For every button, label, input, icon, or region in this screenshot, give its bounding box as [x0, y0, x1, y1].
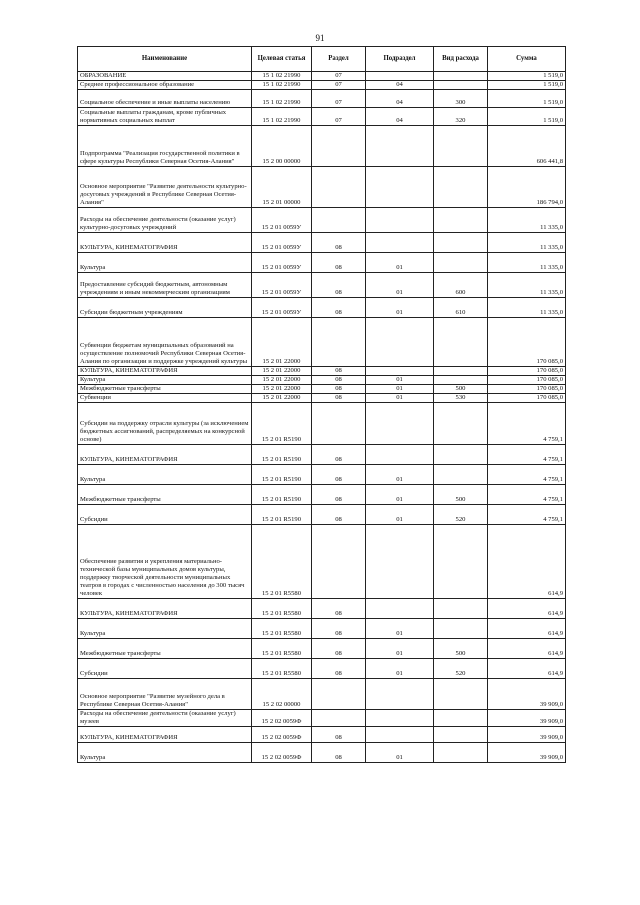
row-expense: 520 [434, 505, 488, 525]
row-subsection: 01 [366, 619, 434, 639]
row-code: 15 2 01 0059У [252, 208, 312, 233]
row-code: 15 2 02 00000 [252, 679, 312, 710]
row-section: 07 [312, 108, 366, 126]
row-code: 15 2 01 R5190 [252, 445, 312, 465]
row-expense [434, 208, 488, 233]
row-sum: 11 335,0 [488, 233, 566, 253]
table-row [78, 233, 566, 253]
row-expense [434, 253, 488, 273]
row-sum: 606 441,8 [488, 126, 566, 167]
row-expense [434, 81, 488, 90]
row-name: Основное мероприятие "Развитие деятельности культурно-досуговых учреждений в Республике Северная Осетия-Алания" [78, 167, 252, 208]
row-subsection: 04 [366, 108, 434, 126]
row-code: 15 1 02 21990 [252, 72, 312, 81]
row-subsection: 01 [366, 376, 434, 385]
row-code: 15 2 01 R5190 [252, 465, 312, 485]
row-name: ОБРАЗОВАНИЕ [78, 72, 252, 81]
row-sum: 170 085,0 [488, 394, 566, 403]
row-subsection: 01 [366, 273, 434, 298]
row-code: 15 1 02 21990 [252, 90, 312, 108]
row-code: 15 2 01 0059У [252, 298, 312, 318]
row-sum: 614,9 [488, 599, 566, 619]
page-number: 91 [315, 33, 325, 43]
row-name: КУЛЬТУРА, КИНЕМАТОГРАФИЯ [78, 599, 252, 619]
row-name: Культура [78, 465, 252, 485]
table-row [78, 619, 566, 639]
row-expense: 500 [434, 639, 488, 659]
row-sum: 11 335,0 [488, 253, 566, 273]
row-expense [434, 465, 488, 485]
row-name: КУЛЬТУРА, КИНЕМАТОГРАФИЯ [78, 233, 252, 253]
row-name: Расходы на обеспечение деятельности (оказание услуг) музеев [78, 710, 252, 727]
row-section: 08 [312, 445, 366, 465]
row-subsection: 04 [366, 81, 434, 90]
row-name: Межбюджетные трансферты [78, 639, 252, 659]
table-row [78, 394, 566, 403]
row-sum: 11 335,0 [488, 208, 566, 233]
row-expense: 600 [434, 273, 488, 298]
row-subsection [366, 710, 434, 727]
row-subsection: 01 [366, 659, 434, 679]
row-sum: 11 335,0 [488, 273, 566, 298]
table-row [78, 639, 566, 659]
row-section: 08 [312, 465, 366, 485]
row-code: 15 1 02 21990 [252, 81, 312, 90]
row-subsection: 04 [366, 90, 434, 108]
row-name: Субвенции бюджетам муниципальных образований на осуществление полномочий Республики Северная Осетия-Алания по организации и поддержке учреждений культуры [78, 318, 252, 367]
header-code: Целевая статья [252, 47, 312, 72]
row-name: Обеспечение развития и укрепления материально-технической базы муниципальных домов культуры, поддержку творческой деятельности муниципальных театров в городах с численностью населения до 300 тысяч человек [78, 525, 252, 599]
row-code: 15 2 01 0059У [252, 253, 312, 273]
row-sum: 39 909,0 [488, 710, 566, 727]
row-expense [434, 126, 488, 167]
table-row [78, 385, 566, 394]
row-section [312, 167, 366, 208]
row-code: 15 2 02 0059Ф [252, 742, 312, 762]
row-sum: 4 759,1 [488, 465, 566, 485]
row-subsection [366, 72, 434, 81]
table-row [78, 742, 566, 762]
row-subsection [366, 679, 434, 710]
row-name: Субсидии [78, 505, 252, 525]
row-subsection: 01 [366, 298, 434, 318]
row-code: 15 2 02 0059Ф [252, 726, 312, 742]
row-section: 08 [312, 376, 366, 385]
row-name: КУЛЬТУРА, КИНЕМАТОГРАФИЯ [78, 445, 252, 465]
header-expense: Вид расхода [434, 47, 488, 72]
row-subsection [366, 233, 434, 253]
table-row [78, 318, 566, 367]
row-section: 08 [312, 726, 366, 742]
row-expense [434, 599, 488, 619]
row-code: 15 2 01 0059У [252, 273, 312, 298]
row-sum: 4 759,1 [488, 505, 566, 525]
row-section: 08 [312, 273, 366, 298]
row-sum: 4 759,1 [488, 445, 566, 465]
row-name: Межбюджетные трансферты [78, 385, 252, 394]
row-subsection [366, 525, 434, 599]
row-code: 15 2 01 0059У [252, 233, 312, 253]
table-row [78, 599, 566, 619]
row-subsection: 01 [366, 394, 434, 403]
row-subsection [366, 726, 434, 742]
row-sum: 1 519,0 [488, 90, 566, 108]
table-row [78, 167, 566, 208]
row-section: 08 [312, 385, 366, 394]
row-subsection [366, 367, 434, 376]
table-row [78, 273, 566, 298]
row-sum: 614,9 [488, 619, 566, 639]
row-code: 15 2 01 R5190 [252, 505, 312, 525]
row-subsection [366, 445, 434, 465]
row-sum: 614,9 [488, 659, 566, 679]
row-expense [434, 525, 488, 599]
row-section [312, 126, 366, 167]
row-section: 08 [312, 367, 366, 376]
row-section: 08 [312, 394, 366, 403]
row-subsection [366, 403, 434, 445]
row-subsection [366, 167, 434, 208]
table-row [78, 659, 566, 679]
row-name: Социальное обеспечение и иные выплаты населению [78, 90, 252, 108]
table-row [78, 367, 566, 376]
table-row [78, 445, 566, 465]
row-name: Культура [78, 742, 252, 762]
row-name: Культура [78, 619, 252, 639]
row-code: 15 2 01 00000 [252, 167, 312, 208]
row-section [312, 208, 366, 233]
row-sum: 39 909,0 [488, 679, 566, 710]
row-code: 15 2 01 22000 [252, 385, 312, 394]
row-section: 08 [312, 298, 366, 318]
row-section: 08 [312, 505, 366, 525]
table-row [78, 81, 566, 90]
row-subsection: 01 [366, 253, 434, 273]
row-expense: 500 [434, 485, 488, 505]
row-code: 15 2 01 R5190 [252, 485, 312, 505]
row-sum: 39 909,0 [488, 742, 566, 762]
table-row [78, 108, 566, 126]
row-section: 08 [312, 742, 366, 762]
row-code: 15 2 01 22000 [252, 376, 312, 385]
row-sum: 170 085,0 [488, 385, 566, 394]
header-section: Раздел [312, 47, 366, 72]
row-section: 08 [312, 599, 366, 619]
row-expense: 610 [434, 298, 488, 318]
row-code: 15 2 01 R5190 [252, 403, 312, 445]
table-row [78, 208, 566, 233]
table-row [78, 465, 566, 485]
row-name: Субсидии бюджетным учреждениям [78, 298, 252, 318]
row-code: 15 2 01 22000 [252, 367, 312, 376]
row-section [312, 403, 366, 445]
table-row [78, 505, 566, 525]
row-name: Субсидии на поддержку отрасли культуры (за исключением бюджетных ассигнований, распределяемых на конкурсной основе) [78, 403, 252, 445]
row-sum: 1 519,0 [488, 108, 566, 126]
row-section [312, 679, 366, 710]
table-row [78, 126, 566, 167]
row-expense [434, 742, 488, 762]
header-sum: Сумма [488, 47, 566, 72]
row-code: 15 1 02 21990 [252, 108, 312, 126]
row-name: Предоставление субсидий бюджетным, автономным учреждениям и иным некоммерческим организациям [78, 273, 252, 298]
row-section: 08 [312, 485, 366, 505]
row-sum: 170 085,0 [488, 367, 566, 376]
row-code: 15 2 01 R5580 [252, 525, 312, 599]
row-expense [434, 72, 488, 81]
row-expense [434, 619, 488, 639]
row-expense: 320 [434, 108, 488, 126]
row-expense [434, 726, 488, 742]
row-code: 15 2 01 R5580 [252, 599, 312, 619]
row-section: 08 [312, 639, 366, 659]
row-section: 08 [312, 253, 366, 273]
row-section: 08 [312, 233, 366, 253]
table-row [78, 485, 566, 505]
row-code: 15 2 01 22000 [252, 394, 312, 403]
row-expense [434, 679, 488, 710]
row-sum: 1 519,0 [488, 72, 566, 81]
table-row [78, 525, 566, 599]
row-section: 07 [312, 72, 366, 81]
row-section [312, 525, 366, 599]
row-section [312, 710, 366, 727]
row-subsection [366, 126, 434, 167]
table-row [78, 679, 566, 710]
row-name: Подпрограмма "Реализация государственной политики в сфере культуры Республики Северная Осетия-Алания" [78, 126, 252, 167]
row-expense: 500 [434, 385, 488, 394]
table-row [78, 726, 566, 742]
budget-table [77, 46, 566, 763]
row-expense [434, 318, 488, 367]
row-name: Субсидии [78, 659, 252, 679]
row-section [312, 318, 366, 367]
row-sum: 4 759,1 [488, 403, 566, 445]
row-code: 15 2 02 0059Ф [252, 710, 312, 727]
row-subsection [366, 599, 434, 619]
row-sum: 170 085,0 [488, 376, 566, 385]
row-subsection: 01 [366, 742, 434, 762]
row-subsection: 01 [366, 639, 434, 659]
row-code: 15 2 01 22000 [252, 318, 312, 367]
table-row [78, 403, 566, 445]
row-code: 15 2 01 R5580 [252, 619, 312, 639]
row-expense: 530 [434, 394, 488, 403]
header-name: Наименование [78, 47, 252, 72]
row-sum: 614,9 [488, 525, 566, 599]
table-row [78, 72, 566, 81]
row-subsection [366, 208, 434, 233]
row-expense [434, 233, 488, 253]
table-row [78, 253, 566, 273]
row-sum: 4 759,1 [488, 485, 566, 505]
row-expense: 300 [434, 90, 488, 108]
row-expense: 520 [434, 659, 488, 679]
row-section: 07 [312, 81, 366, 90]
row-name: Расходы на обеспечение деятельности (оказание услуг) культурно-досуговых учреждений [78, 208, 252, 233]
row-subsection [366, 318, 434, 367]
row-name: Социальные выплаты гражданам, кроме публичных нормативных социальных выплат [78, 108, 252, 126]
row-name: Субвенции [78, 394, 252, 403]
table-row [78, 298, 566, 318]
row-expense [434, 403, 488, 445]
row-expense [434, 445, 488, 465]
row-code: 15 2 01 R5580 [252, 639, 312, 659]
row-name: Основное мероприятие "Развитие музейного дела в Республике Северная Осетия-Алания" [78, 679, 252, 710]
row-expense [434, 167, 488, 208]
row-sum: 1 519,0 [488, 81, 566, 90]
row-section: 07 [312, 90, 366, 108]
row-subsection: 01 [366, 465, 434, 485]
row-name: КУЛЬТУРА, КИНЕМАТОГРАФИЯ [78, 367, 252, 376]
row-sum: 11 335,0 [488, 298, 566, 318]
row-expense [434, 367, 488, 376]
row-subsection: 01 [366, 485, 434, 505]
table-row [78, 376, 566, 385]
row-sum: 186 794,0 [488, 167, 566, 208]
row-expense [434, 710, 488, 727]
row-expense [434, 376, 488, 385]
row-code: 15 2 01 R5580 [252, 659, 312, 679]
table-header-row [78, 47, 566, 72]
row-section: 08 [312, 659, 366, 679]
row-sum: 614,9 [488, 639, 566, 659]
row-name: Среднее профессиональное образование [78, 81, 252, 90]
row-sum: 39 909,0 [488, 726, 566, 742]
row-name: Культура [78, 253, 252, 273]
row-code: 15 2 00 00000 [252, 126, 312, 167]
header-subsection: Подраздел [366, 47, 434, 72]
row-name: Межбюджетные трансферты [78, 485, 252, 505]
row-sum: 170 085,0 [488, 318, 566, 367]
row-subsection: 01 [366, 385, 434, 394]
row-name: Культура [78, 376, 252, 385]
row-section: 08 [312, 619, 366, 639]
table-row [78, 710, 566, 727]
row-subsection: 01 [366, 505, 434, 525]
row-name: КУЛЬТУРА, КИНЕМАТОГРАФИЯ [78, 726, 252, 742]
table-row [78, 90, 566, 108]
